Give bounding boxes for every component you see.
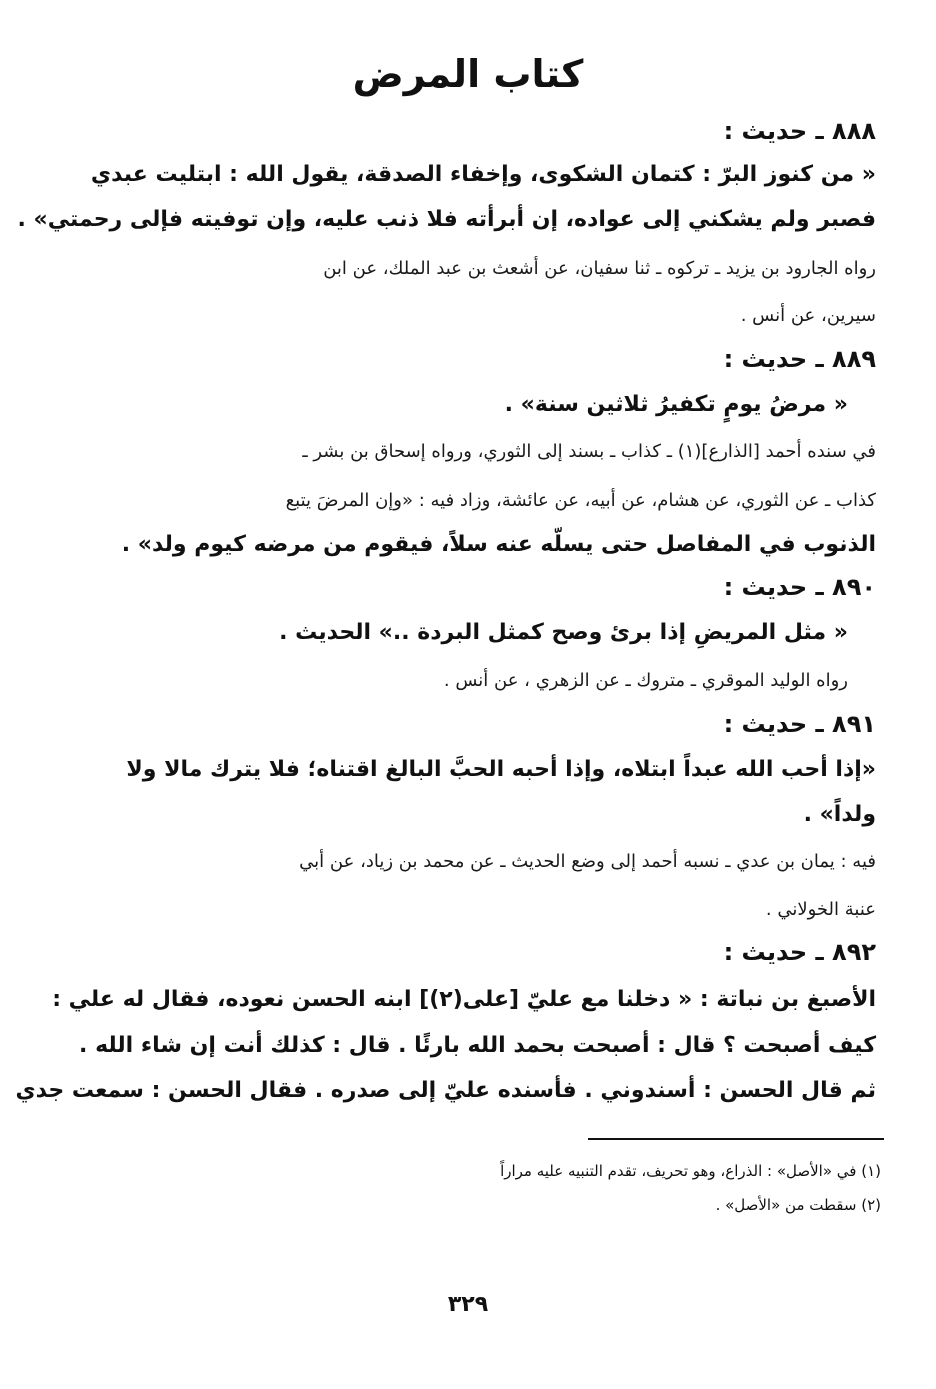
h891-text-1: «إذا أحب الله عبداً ابتلاه، وإذا أحبه الحبَّ البالغ اقتناه؛ فلا يترك مالا ولا [126,757,876,782]
h892-text-2: كيف أصبحت ؟ قال : أصبحت بحمد الله بارئًا . قال : كذلك أنت إن شاء الله . [79,1033,876,1058]
page-number: ٣٢٩ [447,1292,489,1317]
chapter-title: كتاب المرض [352,52,584,96]
h889-heading: ٨٨٩ ـ حديث : [723,345,876,373]
h888-narr-1: رواه الجارود بن يزيد ـ تركوه ـ ثنا سفيان، عن أشعث بن عبد الملك، عن ابن [323,258,876,279]
h889-text-1: « مرضُ يومٍ تكفيرُ ثلاثين سنة» . [504,392,848,417]
h890-heading: ٨٩٠ ـ حديث : [723,573,876,601]
h892-text-1: الأصبغ بن نباتة : « دخلنا مع عليّ [على(٢)] ابنه الحسن نعوده، فقال له علي : [52,987,876,1012]
h891-text-2: ولداً» . [803,802,876,827]
h888-heading: ٨٨٨ ـ حديث : [723,117,876,145]
h889-text-2: الذنوب في المفاصل حتى يسلّه عنه سلاً، فيقوم من مرضه كيوم ولد» . [121,532,876,557]
h891-heading: ٨٩١ ـ حديث : [723,710,876,738]
h892-heading: ٨٩٢ ـ حديث : [723,938,876,966]
h891-narr-1: فيه : يمان بن عدي ـ نسبه أحمد إلى وضع الحديث ـ عن محمد بن زياد، عن أبي [299,851,876,872]
h889-narr-1: في سنده أحمد [الذارع](١) ـ كذاب ـ بسند إلى الثوري، ورواه إسحاق بن بشر ـ [302,441,876,462]
h892-text-3: ثم قال الحسن : أسندوني . فأسنده عليّ إلى صدره . فقال الحسن : سمعت جدي [15,1078,876,1103]
footnote-separator [588,1138,884,1140]
h890-text-1: « مثل المريضِ إذا برئ وصح كمثل البردة ..» الحديث . [279,620,848,645]
h891-narr-2: عنبة الخولاني . [765,899,876,920]
h888-text-2: فصبر ولم يشكني إلى عواده، إن أبرأته فلا ذنب عليه، وإن توفيته فإلى رحمتي» . [17,207,876,232]
h888-narr-2: سيرين، عن أنس . [740,305,876,326]
h890-narr-1: رواه الوليد الموقري ـ متروك ـ عن الزهري ، عن أنس . [443,670,848,691]
footnote-2: (٢) سقطت من «الأصل» . [715,1196,881,1214]
h888-text-1: « من كنوز البرّ : كتمان الشكوى، وإخفاء الصدقة، يقول الله : ابتليت عبدي [90,162,876,187]
footnote-1: (١) في «الأصل» : الذراع، وهو تحريف، تقدم التنبيه عليه مراراً [500,1162,881,1180]
h889-narr-2: كذاب ـ عن الثوري، عن هشام، عن أبيه، عن عائشة، وزاد فيه : «وإن المرضَ يتبع [285,490,876,511]
